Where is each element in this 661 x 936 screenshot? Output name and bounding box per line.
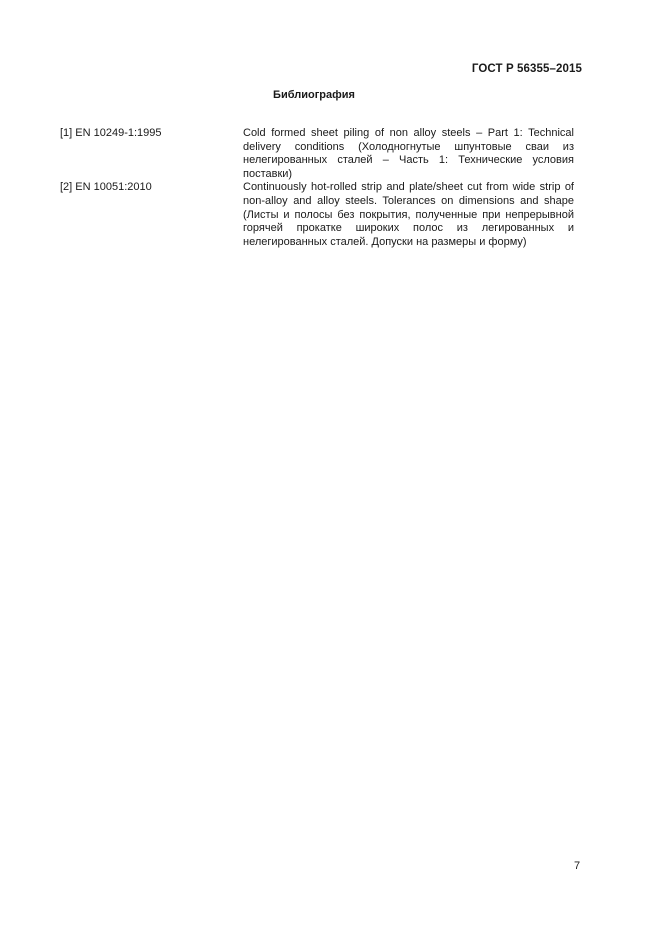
bibliography-entry bbox=[60, 127, 574, 181]
bibliography-reference: [2] EN 10051:2010 bbox=[60, 181, 152, 194]
bibliography-reference: [1] EN 10249-1:1995 bbox=[60, 127, 162, 139]
bibliography-entry bbox=[60, 181, 574, 249]
bibliography-list bbox=[60, 127, 574, 249]
bibliography-description: Continuously hot-rolled strip and plate/sheet cut from wide strip of non-alloy and alloy steels. Tolerances on dimensions and shape (Листы и полосы без покрытия, полученные при непрерывной горячей прокатке широких полос из легированных и нелегированных сталей. Допуски на размеры и форму) bbox=[243, 181, 574, 248]
document-standard-id: ГОСТ Р 56355–2015 bbox=[471, 63, 582, 75]
page-number: 7 bbox=[574, 860, 581, 872]
section-title: Библиография bbox=[273, 89, 355, 101]
bibliography-description: Cold formed sheet piling of non alloy steels – Part 1: Technical delivery conditions (Холодногнутые шпунтовые сваи из нелегированных сталей – Часть 1: Технические условия поставки) bbox=[243, 127, 574, 180]
